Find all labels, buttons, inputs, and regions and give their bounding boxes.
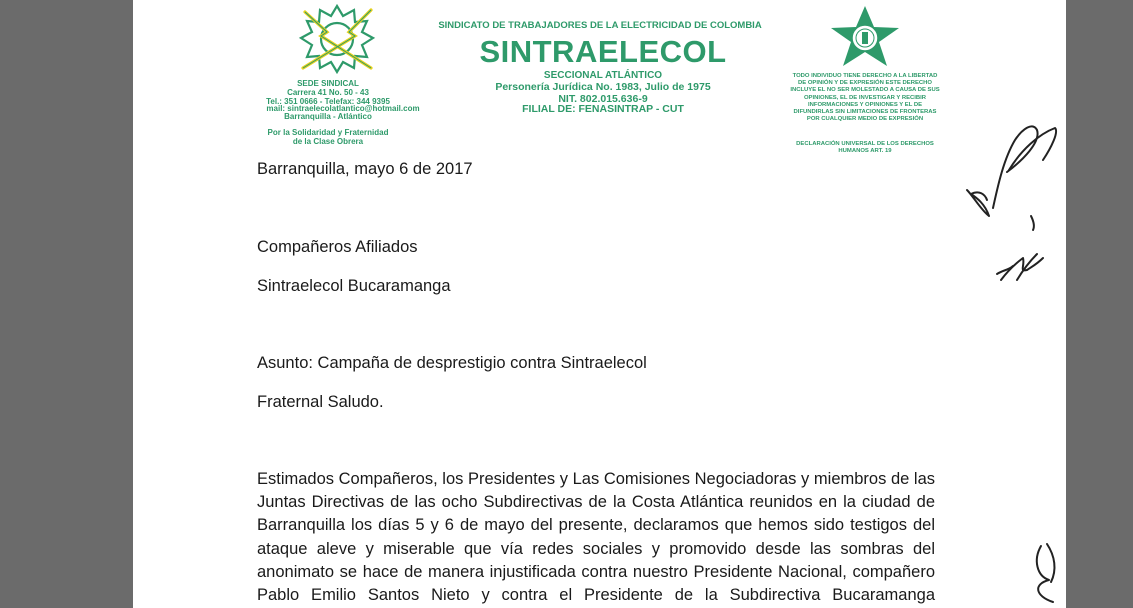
- letter-subject: Asunto: Campaña de desprestigio contra Sintraelecol: [257, 354, 647, 372]
- recipient-line-1: Compañeros Afiliados: [257, 238, 418, 256]
- human-rights-declaration-source: DECLARACIÓN UNIVERSAL DE LOS DERECHOS HUMANOS ART. 19: [796, 141, 934, 155]
- paragraph-line: Estimados Compañeros, los Presidentes y Las Comisiones Negociadoras y miembros de las: [257, 470, 935, 488]
- paragraph-line: Pablo Emilio Santos Nieto y contra el Presidente de la Subdirectiva Bucaramanga: [257, 585, 935, 604]
- letter-greeting: Fraternal Saludo.: [257, 393, 384, 411]
- lightning-gear-logo-icon: [291, 4, 383, 76]
- personeria-label: Personería Jurídica No. 1983, Julio de 1975: [495, 81, 711, 93]
- sede-city: Barranquilla - Atlántico: [284, 112, 372, 121]
- letter-body-paragraph: [257, 468, 935, 607]
- nit-label: NIT. 802.015.636-9: [558, 93, 648, 105]
- paragraph-line: Juntas Directivas de las ocho Subdirectivas de la Costa Atlántica reunidos en la ciudad de: [257, 493, 935, 512]
- solidarity-motto-line-2: de la Clase Obrera: [292, 137, 364, 146]
- paragraph-line: Barranquilla los días 5 y 6 de mayo del presente, declaramos que hemos sido testigos del: [257, 516, 935, 535]
- seccional-label: SECCIONAL ATLÁNTICO: [543, 70, 663, 81]
- solidarity-motto-line-1: Por la Solidaridad y Fraternidad: [267, 128, 389, 137]
- human-rights-declaration-text: TODO INDIVIDUO TIENE DERECHO A LA LIBERTAD DE OPINIÓN Y DE EXPRESIÓN ESTE DERECHO INCLUYE EL NO SER MOLESTADO A CAUSA DE SUS OPINIONES, EL DE INVESTIGAR Y RECIBIR INFORMACIONES Y OPINIONES Y EL DE DIFUNDIRLAS SIN LIMITACIONES DE FRONTERAS POR CUALQUIER MEDIO DE EXPRESIÓN: [790, 73, 940, 123]
- star-seal-logo-icon: [821, 4, 909, 68]
- letter-page: [133, 0, 1066, 608]
- org-full-name: SINDICATO DE TRABAJADORES DE LA ELECTRICIDAD DE COLOMBIA: [438, 20, 762, 31]
- sede-address: Carrera 41 No. 50 - 43: [287, 88, 369, 97]
- sede-phone: Tel.: 351 0666 - Telefax: 344 9395: [266, 97, 390, 106]
- filial-label: FILIAL DE: FENASINTRAP - CUT: [522, 103, 684, 115]
- paragraph-line: ataque aleve y miserable que vía redes sociales y promovido desde las sombras del: [257, 539, 935, 558]
- sede-email: mail: sintraelecolatlantico@hotmail.com: [266, 104, 420, 113]
- paragraph-line: anonimato se hace de manera injustificada contra nuestro Presidente Nacional, compañero: [257, 562, 935, 581]
- sede-title: SEDE SINDICAL: [297, 79, 359, 88]
- handwritten-signature: [963, 120, 1066, 608]
- letter-date: Barranquilla, mayo 6 de 2017: [257, 160, 473, 178]
- org-name-title: SINTRAELECOL: [479, 34, 727, 69]
- recipient-line-2: Sintraelecol Bucaramanga: [257, 277, 451, 295]
